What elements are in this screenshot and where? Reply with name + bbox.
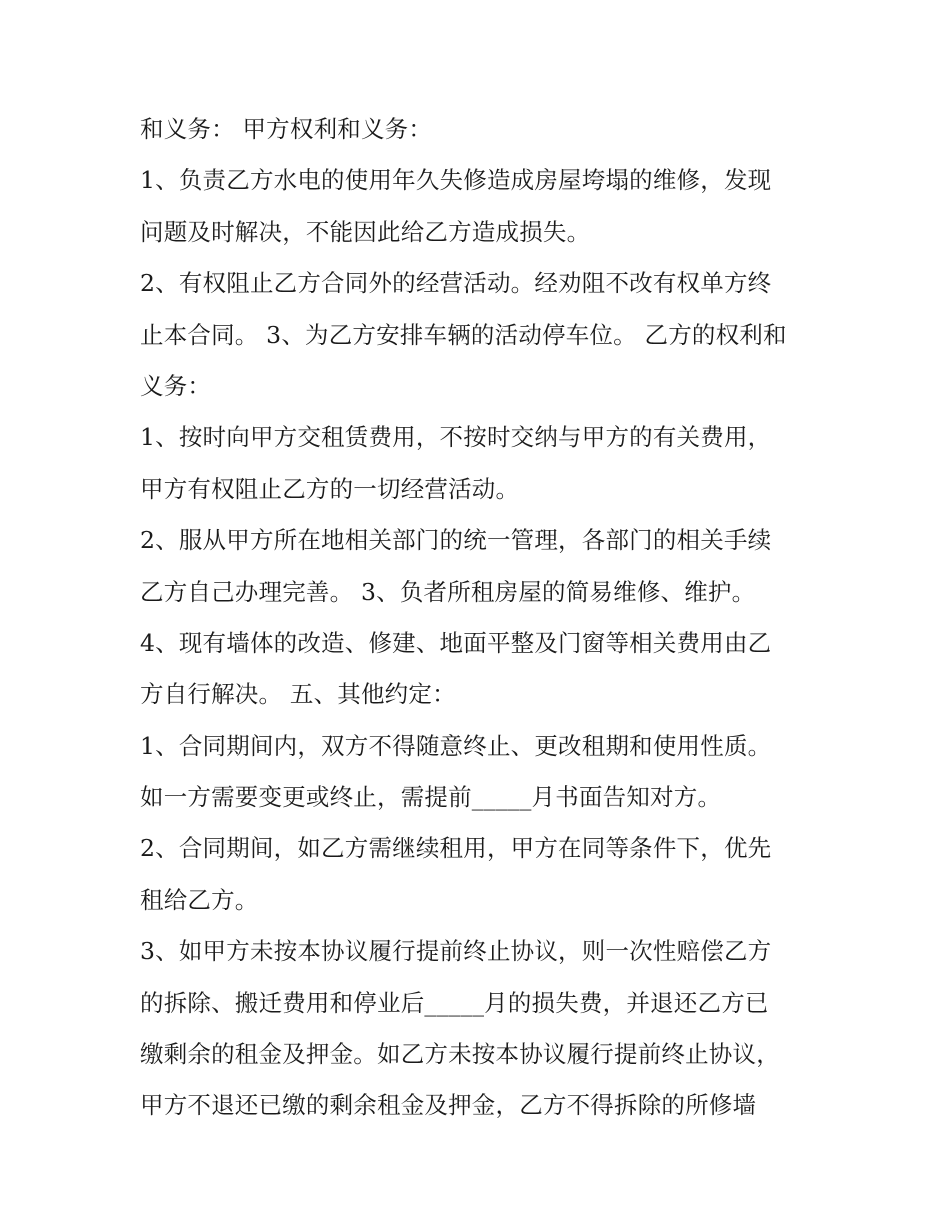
text-line: 问题及时解决，不能因此给乙方造成损失。 (140, 217, 591, 246)
text-line: 的拆除、搬迁费用和停业后_____月的损失费，并退还乙方已 (140, 988, 769, 1017)
text-line: 和义务： 甲方权利和义务： (140, 115, 433, 143)
document-body (140, 104, 830, 1132)
text-line: 如一方需要变更或终止，需提前_____月书面告知对方。 (140, 783, 722, 812)
text-line: 缴剩余的租金及押金。如乙方未按本协议履行提前终止协议， (140, 1040, 780, 1069)
text-line: 1、按时向甲方交租赁费用，不按时交纳与甲方的有关费用， (140, 423, 772, 452)
text-line: 1、负责乙方水电的使用年久失修造成房屋垮塌的维修，发现 (140, 166, 772, 195)
text-line: 甲方有权阻止乙方的一切经营活动。 (140, 474, 520, 503)
text-line: 1、合同期间内，双方不得随意终止、更改租期和使用性质。 (140, 731, 772, 760)
text-line: 2、有权阻止乙方合同外的经营活动。经劝阻不改有权单方终 (140, 269, 772, 298)
text-line: 乙方自己办理完善。 3、负者所租房屋的简易维修、维护。 (140, 577, 756, 606)
text-line: 2、服从甲方所在地相关部门的统一管理，各部门的相关手续 (140, 526, 772, 555)
text-line: 租给乙方。 (140, 885, 259, 914)
text-line: 义务： (140, 371, 212, 400)
text-line: 4、现有墙体的改造、修建、地面平整及门窗等相关费用由乙 (140, 628, 772, 657)
text-line: 3、如甲方未按本协议履行提前终止协议，则一次性赔偿乙方 (140, 937, 772, 966)
text-line: 止本合同。 3、为乙方安排车辆的活动停车位。 乙方的权利和 (140, 320, 787, 349)
text-line: 2、合同期间，如乙方需继续租用，甲方在同等条件下，优先 (140, 834, 772, 863)
text-line: 甲方不退还已缴的剩余租金及押金，乙方不得拆除的所修墙 (140, 1091, 757, 1120)
text-line: 方自行解决。 五、其他约定： (140, 680, 456, 709)
